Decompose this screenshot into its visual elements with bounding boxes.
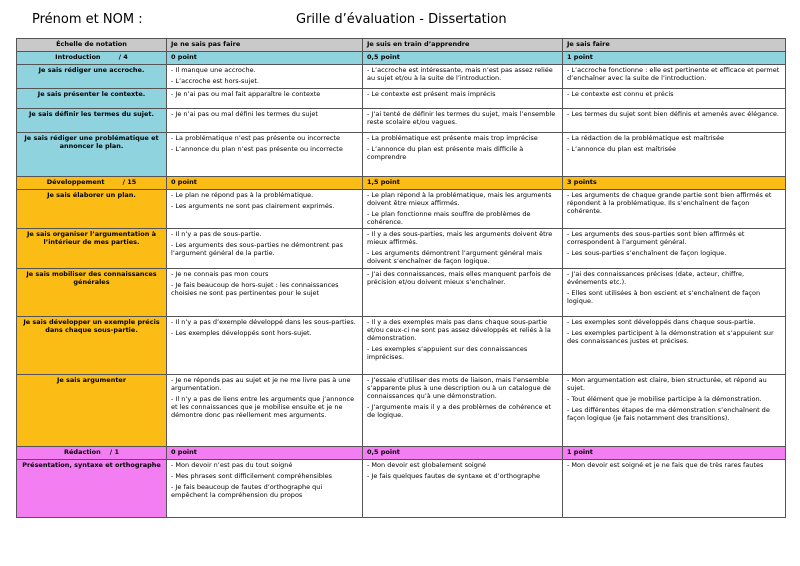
descriptor-cell: [167, 460, 363, 518]
descriptor-cell: [167, 88, 363, 108]
descriptor-cell: [563, 229, 786, 269]
section-points: 1 point: [563, 447, 786, 460]
page-title: Grille d’évaluation - Dissertation: [296, 12, 507, 27]
descriptor-line: - L’accroche est intéressante, mais n’est pas assez reliée au sujet et/ou à la suite de l’introduction.: [367, 67, 558, 83]
column-header-can: Je sais faire: [563, 39, 786, 52]
descriptor-cell: [167, 229, 363, 269]
descriptor-cell: [363, 317, 563, 375]
descriptor-line: - Je n’ai pas ou mal fait apparaître le contexte: [171, 91, 358, 99]
criterion-row: [17, 229, 786, 269]
descriptor-line: - Les exemples développés sont hors-sujet.: [171, 330, 358, 338]
descriptor-line: - Le plan ne répond pas à la problématique.: [171, 192, 358, 200]
section-row-developpement: [17, 176, 786, 189]
descriptor-line: - Mes phrases sont difficilement compréhensibles: [171, 473, 358, 481]
descriptor-line: - L’annonce du plan n’est pas présente ou incorrecte: [171, 146, 358, 154]
descriptor-line: - La rédaction de la problématique est maîtrisée: [567, 135, 781, 143]
descriptor-cell: [363, 64, 563, 88]
criterion-row: [17, 189, 786, 229]
criterion-row: [17, 88, 786, 108]
descriptor-line: - J’essaie d’utiliser des mots de liaison, mais l’ensemble s’apparente plus à une description ou à un catalogue de connaissances qu’à une démonstration.: [367, 377, 558, 401]
descriptor-cell: [363, 375, 563, 447]
descriptor-line: - Elles sont utilisées à bon escient et s’enchaînent de façon logique.: [567, 290, 781, 306]
descriptor-line: - J’argumente mais il y a des problèmes de cohérence et de logique.: [367, 404, 558, 420]
descriptor-line: - Je n’ai pas ou mal défini les termes du sujet: [171, 111, 358, 119]
criterion-row: [17, 375, 786, 447]
descriptor-line: - L’accroche fonctionne : elle est pertinente et efficace et permet d’enchaîner avec la suite de l’introduction.: [567, 67, 781, 83]
section-row-introduction: [17, 51, 786, 64]
descriptor-line: - Tout élément que je mobilise participe à la démonstration.: [567, 396, 781, 404]
descriptor-cell: [563, 460, 786, 518]
descriptor-line: - Je fais beaucoup de hors-sujet : les connaissances choisies ne sont pas pertinentes pour le sujet: [171, 282, 358, 298]
descriptor-cell: [563, 269, 786, 317]
descriptor-line: - L’accroche est hors-sujet.: [171, 78, 358, 86]
descriptor-line: - Le plan fonctionne mais souffre de problèmes de cohérence.: [367, 211, 558, 227]
descriptor-line: - Il y a des sous-parties, mais les arguments doivent être mieux affirmés.: [367, 231, 558, 247]
descriptor-cell: [363, 460, 563, 518]
descriptor-cell: [563, 88, 786, 108]
descriptor-line: - Je ne réponds pas au sujet et je ne me livre pas à une argumentation.: [171, 377, 358, 393]
descriptor-cell: [167, 132, 363, 176]
descriptor-cell: [563, 132, 786, 176]
descriptor-cell: [167, 108, 363, 132]
descriptor-line: - Il y a des exemples mais pas dans chaque sous-partie et/ou ceux-ci ne sont pas assez développés et reliés à la démonstration.: [367, 319, 558, 343]
descriptor-cell: [563, 189, 786, 229]
descriptor-line: - Il n’y a pas de sous-partie.: [171, 231, 358, 239]
descriptor-line: - Les sous-parties s’enchaînent de façon logique.: [567, 250, 781, 258]
descriptor-cell: [563, 375, 786, 447]
column-header-row: [17, 39, 786, 52]
descriptor-line: - L’annonce du plan est maîtrisée: [567, 146, 781, 154]
section-label: Développement / 15: [17, 176, 167, 189]
descriptor-line: - J’ai des connaissances précises (date, acteur, chiffre, événements etc.).: [567, 271, 781, 287]
descriptor-cell: [167, 317, 363, 375]
section-points: 0 point: [167, 447, 363, 460]
descriptor-line: - Les arguments des sous-parties sont bien affirmés et correspondent à l’argument général.: [567, 231, 781, 247]
column-header-learning: Je suis en train d’apprendre: [363, 39, 563, 52]
descriptor-line: - Le contexte est connu et précis: [567, 91, 781, 99]
descriptor-cell: [363, 189, 563, 229]
descriptor-line: - La problématique n’est pas présente ou incorrecte: [171, 135, 358, 143]
section-points: 0 point: [167, 176, 363, 189]
descriptor-cell: [563, 64, 786, 88]
descriptor-line: - Mon devoir est globalement soigné: [367, 462, 558, 470]
descriptor-line: - Mon devoir est soigné et je ne fais que de très rares fautes: [567, 462, 781, 470]
descriptor-line: - J’ai tenté de définir les termes du sujet, mais l’ensemble reste scolaire et/ou vagues.: [367, 111, 558, 127]
section-points: 1 point: [563, 51, 786, 64]
descriptor-line: - Les exemples participent à la démonstration et s’appuient sur des connaissances justes et précises.: [567, 330, 781, 346]
criterion-row: [17, 108, 786, 132]
section-points: 0,5 point: [363, 51, 563, 64]
criterion-label: Je sais rédiger une problématique et annoncer le plan.: [17, 132, 167, 176]
descriptor-line: - Le plan répond à la problématique, mais les arguments doivent être mieux affirmés.: [367, 192, 558, 208]
descriptor-line: - Je fais beaucoup de fautes d’orthographe qui empêchent la compréhension du propos: [171, 484, 358, 500]
descriptor-line: - Je fais quelques fautes de syntaxe et d’orthographe: [367, 473, 558, 481]
column-header-cannot: Je ne sais pas faire: [167, 39, 363, 52]
criterion-label: Je sais argumenter: [17, 375, 167, 447]
descriptor-line: - Les termes du sujet sont bien définis et amenés avec élégance.: [567, 111, 781, 119]
section-label: Rédaction / 1: [17, 447, 167, 460]
criterion-row: [17, 269, 786, 317]
descriptor-cell: [363, 229, 563, 269]
criterion-label: Je sais rédiger une accroche.: [17, 64, 167, 88]
descriptor-line: - Les arguments de chaque grande partie sont bien affirmés et répondent à la problématique. Ils s’enchaînent de façon cohérente.: [567, 192, 781, 216]
section-points: 3 points: [563, 176, 786, 189]
descriptor-line: - Je ne connais pas mon cours: [171, 271, 358, 279]
descriptor-line: - Le contexte est présent mais imprécis: [367, 91, 558, 99]
descriptor-line: - Il n’y a pas d’exemple développé dans les sous-parties.: [171, 319, 358, 327]
descriptor-line: - La problématique est présente mais trop imprécise: [367, 135, 558, 143]
descriptor-line: - Les différentes étapes de ma démonstration s’enchaînent de façon logique (je fais notamment des transitions).: [567, 407, 781, 423]
descriptor-cell: [563, 108, 786, 132]
section-points: 0,5 point: [363, 447, 563, 460]
descriptor-line: - Les exemples sont développés dans chaque sous-partie.: [567, 319, 781, 327]
section-label: Introduction / 4: [17, 51, 167, 64]
descriptor-line: - Les exemples s’appuient sur des connaissances imprécises.: [367, 346, 558, 362]
criterion-label: Je sais mobiliser des connaissances générales: [17, 269, 167, 317]
descriptor-cell: [563, 317, 786, 375]
criterion-label: Présentation, syntaxe et orthographe: [17, 460, 167, 518]
criterion-row: [17, 64, 786, 88]
descriptor-line: - Les arguments des sous-parties ne démontrent pas l’argument général de la partie.: [171, 242, 358, 258]
descriptor-line: - Il n’y a pas de liens entre les arguments que j’annonce et les connaissances que je mobilise ensuite et je ne démontre donc pas réellement mes arguments.: [171, 396, 358, 420]
section-points: 0 point: [167, 51, 363, 64]
student-name-label: Prénom et NOM :: [32, 12, 143, 27]
column-header-scale: Échelle de notation: [17, 39, 167, 52]
descriptor-cell: [167, 189, 363, 229]
descriptor-cell: [363, 88, 563, 108]
criterion-label: Je sais présenter le contexte.: [17, 88, 167, 108]
descriptor-cell: [363, 132, 563, 176]
evaluation-grid: [16, 38, 786, 518]
section-row-redaction: [17, 447, 786, 460]
descriptor-line: - Il manque une accroche.: [171, 67, 358, 75]
criterion-label: Je sais organiser l’argumentation à l’intérieur de mes parties.: [17, 229, 167, 269]
descriptor-line: - Les arguments démontrent l’argument général mais doivent s’enchaîner de façon logique.: [367, 250, 558, 266]
section-points: 1,5 point: [363, 176, 563, 189]
descriptor-cell: [363, 269, 563, 317]
descriptor-line: - L’annonce du plan est présente mais difficile à comprendre: [367, 146, 558, 162]
descriptor-cell: [363, 108, 563, 132]
descriptor-line: - Mon argumentation est claire, bien structurée, et répond au sujet.: [567, 377, 781, 393]
criterion-row: [17, 132, 786, 176]
criterion-label: Je sais élaborer un plan.: [17, 189, 167, 229]
descriptor-line: - J’ai des connaissances, mais elles manquent parfois de précision et/ou doivent mieux s’enchaîner.: [367, 271, 558, 287]
descriptor-line: - Les arguments ne sont pas clairement exprimés.: [171, 203, 358, 211]
descriptor-cell: [167, 64, 363, 88]
criterion-row: [17, 460, 786, 518]
descriptor-cell: [167, 375, 363, 447]
descriptor-line: - Mon devoir n’est pas du tout soigné: [171, 462, 358, 470]
criterion-row: [17, 317, 786, 375]
descriptor-cell: [167, 269, 363, 317]
criterion-label: Je sais définir les termes du sujet.: [17, 108, 167, 132]
criterion-label: Je sais développer un exemple précis dans chaque sous-partie.: [17, 317, 167, 375]
